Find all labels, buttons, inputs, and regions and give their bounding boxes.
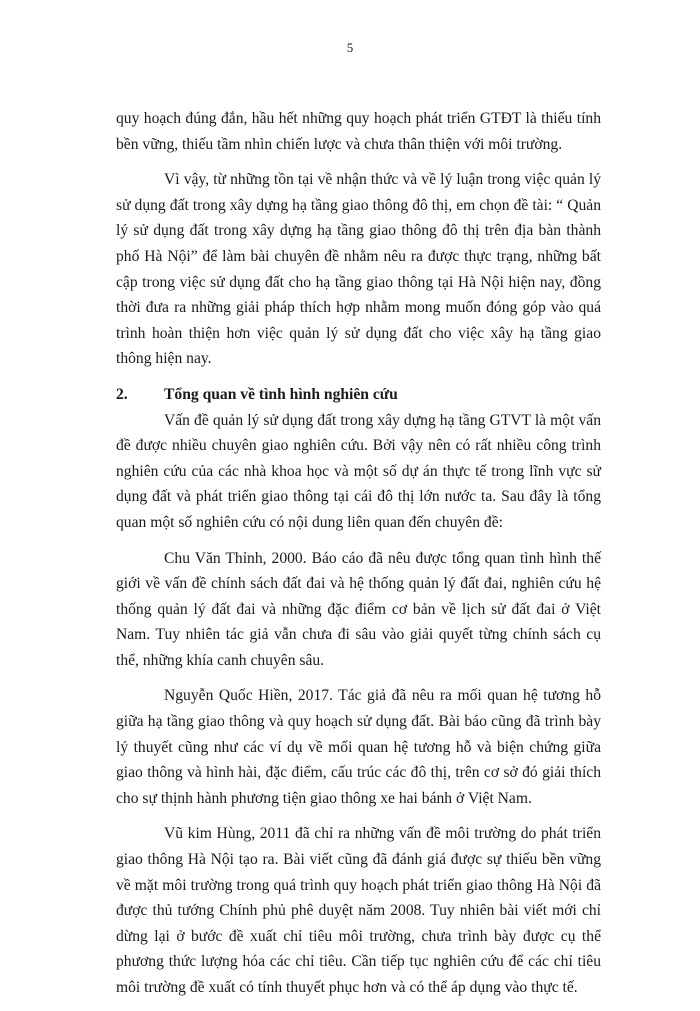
section-number: 2. — [116, 385, 128, 403]
section-title: Tổng quan về tình hình nghiên cứu — [164, 385, 398, 403]
paragraph-review-nguyen-quoc-hien: Nguyễn Quốc Hiền, 2017. Tác giả đã nêu ra mối quan hệ tương hỗ giữa hạ tầng giao thông và quy hoạch sử dụng đất. Bài báo cũng đã trình bày lý thuyết cũng như các ví dụ về mối quan hệ tương hỗ và biện chứng giữa giao thông và hình hài, đặc điểm, cấu trúc các đô thị, trên cơ sở đó giải thích cho sự thịnh hành phương tiện giao thông xe hai bánh ở Việt Nam. — [116, 687, 601, 807]
section-heading — [116, 382, 601, 408]
paragraph-review-vu-kim-hung: Vũ kim Hùng, 2011 đã chỉ ra những vấn đề môi trường do phát triển giao thông Hà Nội tạo ra. Bài viết cũng đã đánh giá được sự thiếu bền vững về mặt môi trường trong quá trình quy hoạch phát triển giao thông Hà Nội đã được thủ tướng Chính phủ phê duyệt năm 2008. Tuy nhiên bài viết mới chỉ dừng lại ở bước đề xuất chỉ tiêu môi trường, chưa trình bày được cụ thể phương thức lượng hóa các chỉ tiêu. Cần tiếp tục nghiên cứu để các chỉ tiêu môi trường đề xuất có tính thuyết phục hơn và có thể áp dụng vào thực tế. — [116, 825, 601, 996]
page-number: 5 — [346, 40, 354, 55]
paragraph-continuation: quy hoạch đúng đắn, hầu hết những quy hoạch phát triển GTĐT là thiếu tính bền vững, thiếu tầm nhìn chiến lược và chưa thân thiện với môi trường. — [116, 110, 601, 153]
paragraph-review-chu-van-thinh: Chu Văn Thỉnh, 2000. Báo cáo đã nêu được tổng quan tình hình thế giới về vấn đề chính sách đất đai và hệ thống quản lý đất đai, nghiên cứu hệ thống quản lý đất đai và những đặc điểm cơ bản về lịch sử đất đai ở Việt Nam. Tuy nhiên tác giả vẫn chưa đi sâu vào giải quyết từng chính sách cụ thể, những khía canh chuyên sâu. — [116, 549, 601, 669]
paragraph-overview: Vấn đề quản lý sử dụng đất trong xây dựng hạ tầng GTVT là một vấn đề được nhiều chuyên giao nghiên cứu. Bởi vậy nên có rất nhiều công trình nghiên cứu của các nhà khoa học và một số dự án thực tế trong lĩnh vực sử dụng đất và phát triển giao thông tại cái đô thị lớn nước ta. Sau đây là tổng quan một số nghiên cứu có nội dung liên quan đến chuyên đề: — [116, 411, 601, 531]
document-body — [116, 106, 601, 1011]
paragraph-topic-rationale: Vì vậy, từ những tồn tại về nhận thức và về lý luận trong việc quản lý sử dụng đất trong xây dựng hạ tầng giao thông đô thị, em chọn đề tài: “ Quản lý sử dụng đất trong xây dựng hạ tầng giao thông đô thị trên địa bàn thành phố Hà Nội” để làm bài chuyên đề nhằm nêu ra được thực trạng, những bất cập trong việc sử dụng đất cho hạ tầng giao thông tại Hà Nội hiện nay, đồng thời đưa ra những giải pháp thích hợp nhằm mong muốn đóng góp vào quá trình hoàn thiện hơn việc quản lý sử dụng đất cho việc xây hạ tầng giao thông hiện nay. — [116, 171, 601, 368]
